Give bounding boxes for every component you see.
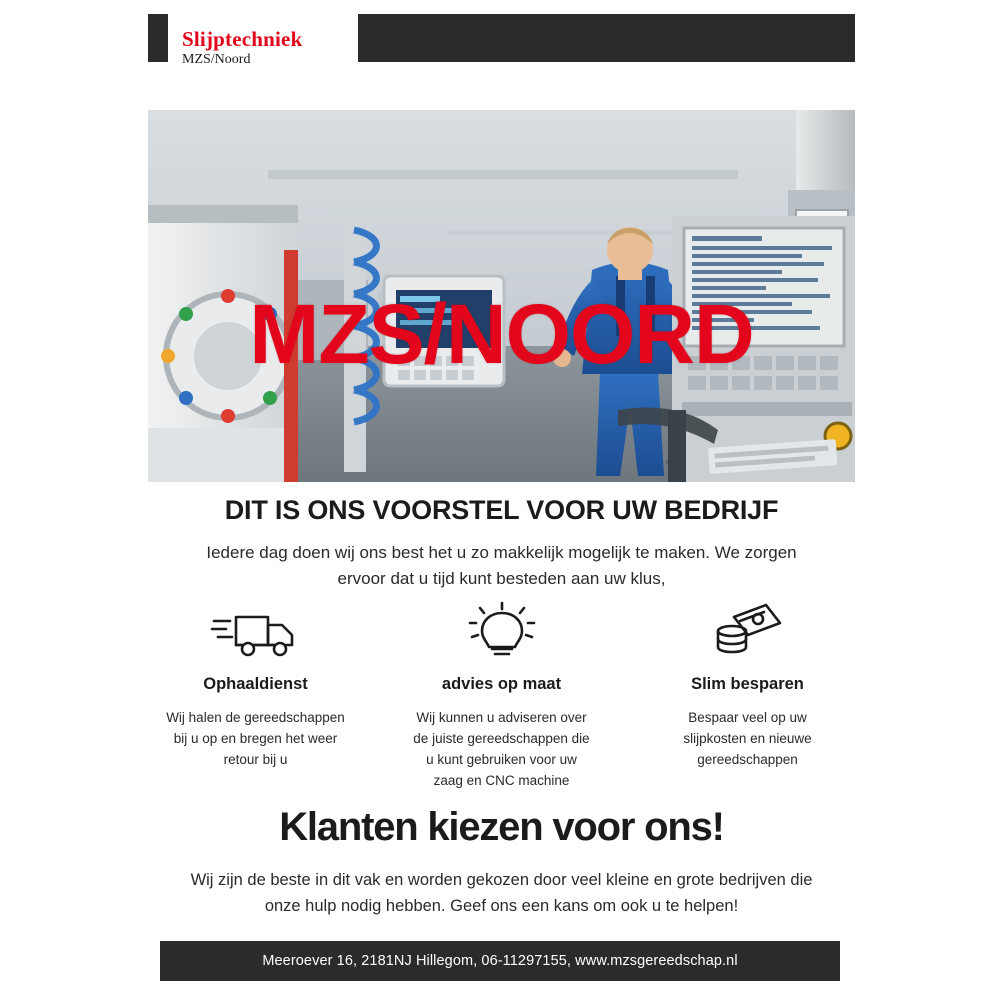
feature-body: Wij kunnen u adviseren over de juiste gereedschappen die u kunt gebruiken voor uw zaag en CNC machine: [413, 710, 590, 788]
intro-heading: DIT IS ONS VOORSTEL VOOR UW BEDRIJF: [224, 495, 779, 525]
header-bar: [148, 14, 855, 68]
closing-section: [148, 805, 855, 919]
footer-contact: Meeroever 16, 2181NJ Hillegom, 06-11297155, www.mzsgereedschap.nl: [262, 953, 738, 969]
footer-bar: [160, 941, 840, 981]
closing-body: Wij zijn de beste in dit vak en worden gekozen door veel kleine en grote bedrijven die onze hulp nodig hebben. Geef ons een kans om ook u te helpen!: [190, 871, 813, 915]
features-section: [148, 595, 855, 792]
feature-body: Wij halen de gereedschappen bij u op en bregen het weer retour bij u: [166, 710, 345, 767]
logo-accent-bar: [148, 14, 165, 62]
logo-subtitle: MZS/Noord: [182, 52, 251, 68]
feature-title: Slim besparen: [691, 675, 804, 693]
intro-section: [148, 495, 855, 591]
hero-overlay-label: MZS/NOORD: [249, 286, 754, 381]
feature-body: Bespaar veel op uw slijpkosten en nieuwe gereedschappen: [683, 710, 812, 767]
company-logo: [168, 14, 358, 82]
feature-item: [394, 595, 609, 792]
feature-title: Ophaaldienst: [203, 675, 308, 693]
intro-body: Iedere dag doen wij ons best het u zo makkelijk mogelijk te maken. We zorgen ervoor dat u tijd kunt besteden aan uw klus,: [206, 543, 797, 588]
logo-title: Slijptechniek: [182, 26, 303, 51]
hero-image: [148, 110, 855, 482]
hero-overlay-text: [148, 110, 855, 482]
money-savings-icon: [640, 595, 855, 661]
feature-item: [640, 595, 855, 792]
delivery-truck-icon: [148, 595, 363, 661]
feature-title: advies op maat: [441, 675, 562, 693]
lightbulb-idea-icon: [394, 595, 609, 661]
feature-item: [148, 595, 363, 792]
closing-heading: Klanten kiezen voor ons!: [279, 805, 724, 849]
